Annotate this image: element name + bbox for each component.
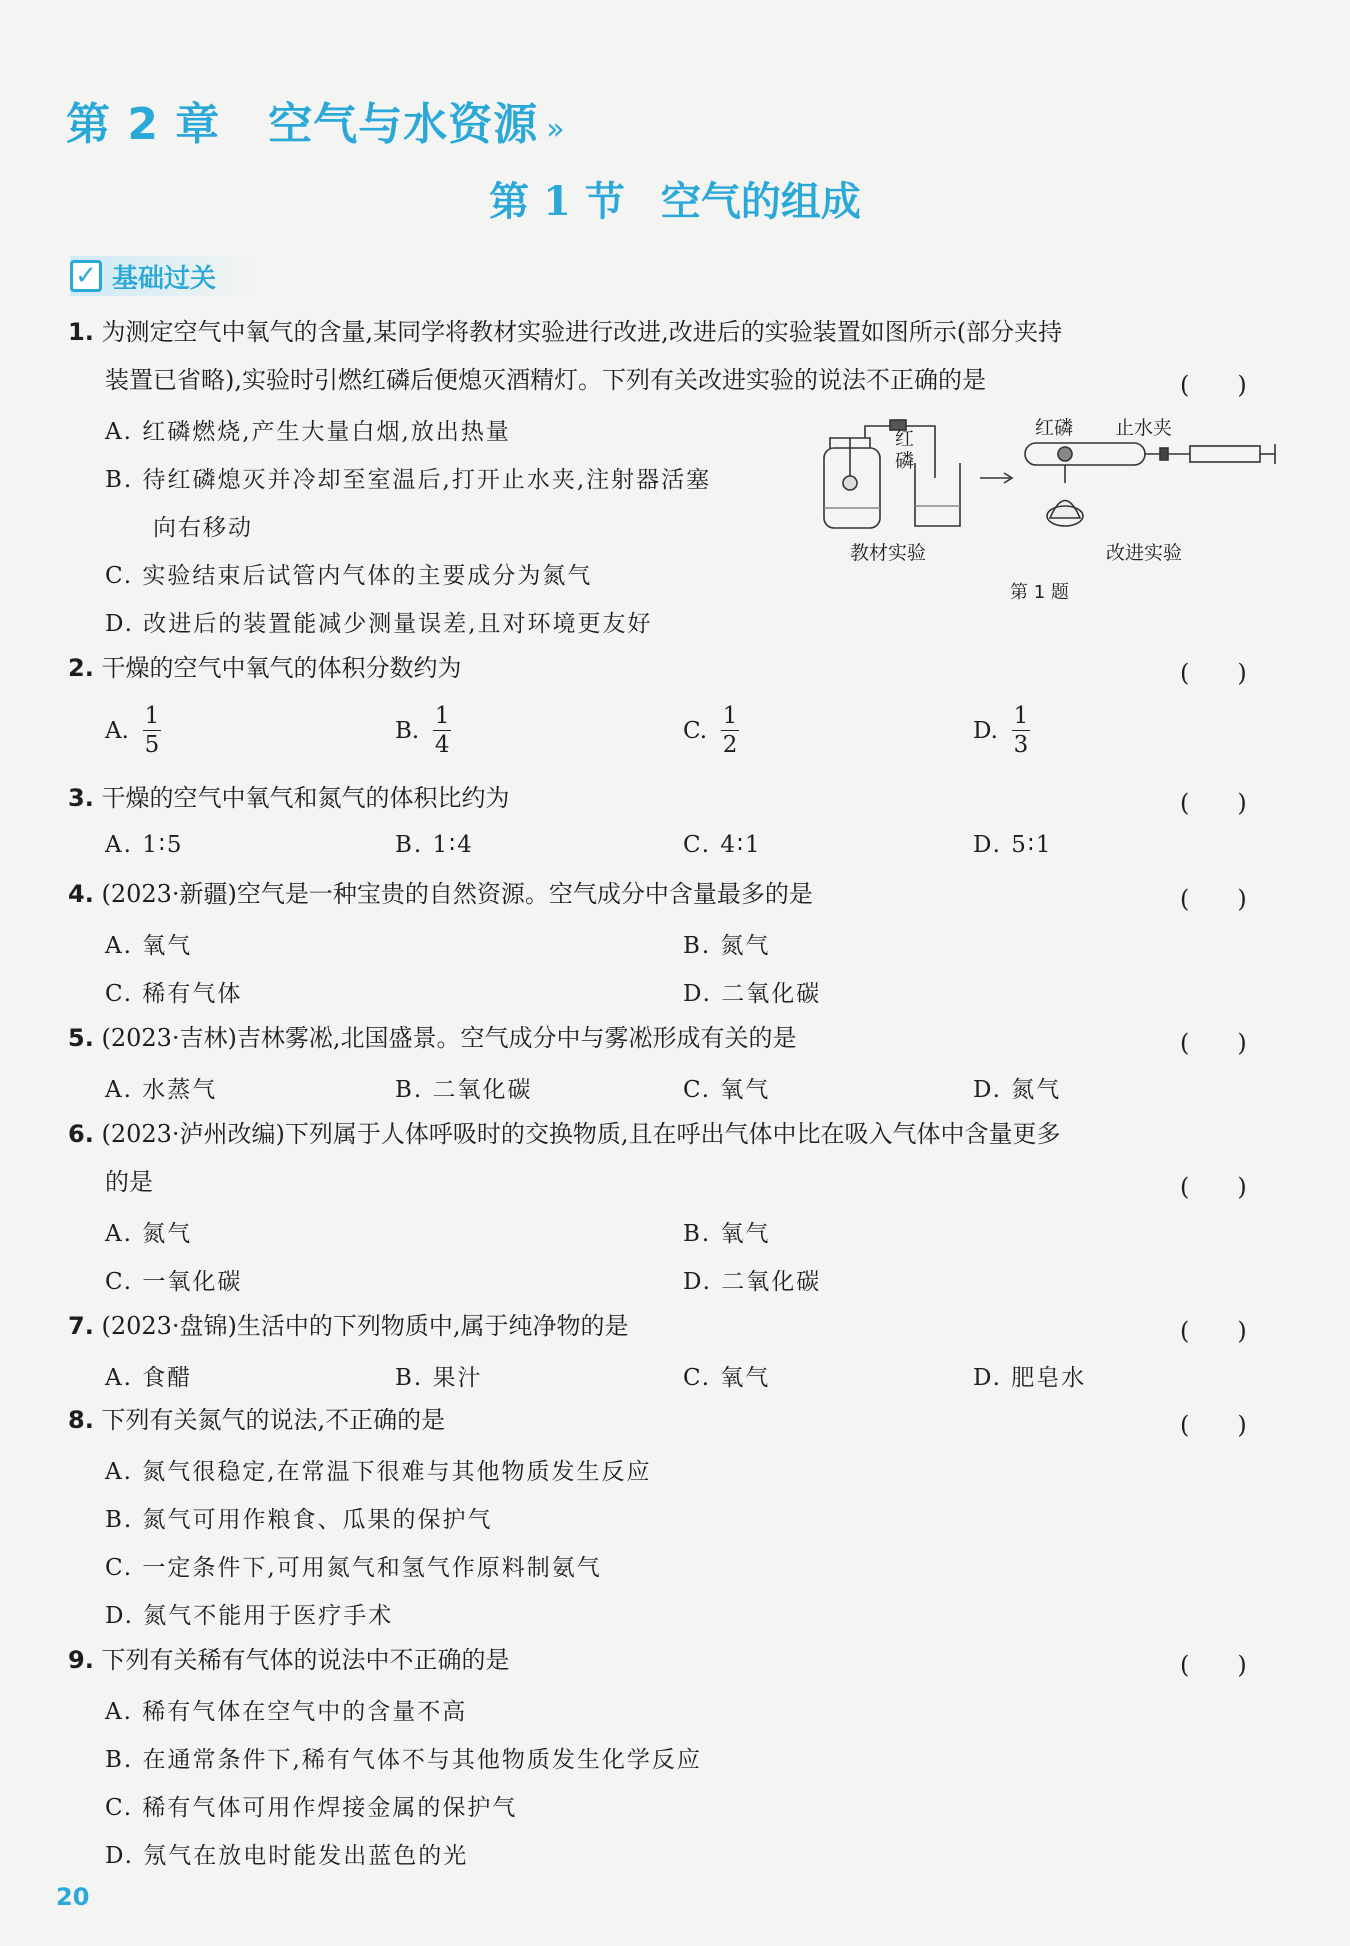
option-a: A. 水蒸气 bbox=[105, 1077, 218, 1103]
option-a: A. 食醋 bbox=[105, 1365, 193, 1391]
option-c: C. 稀有气体 bbox=[105, 981, 243, 1007]
section-heading bbox=[0, 170, 1350, 227]
option-b: B. 氮气可用作粮食、瓜果的保护气 bbox=[105, 1507, 493, 1533]
option-c: C. 氧气 bbox=[683, 1365, 771, 1391]
question-4: 4. (2023·新疆)空气是一种宝贵的自然资源。空气成分中含量最多的是 bbox=[68, 880, 813, 908]
question-1-line-1 bbox=[68, 317, 1062, 347]
option-d: D. 氖气在放电时能发出蓝色的光 bbox=[105, 1843, 469, 1869]
question-number: 1. bbox=[68, 318, 94, 346]
answer-bracket: ( ) bbox=[1180, 659, 1247, 687]
option-b: B. 二氧化碳 bbox=[395, 1077, 533, 1103]
question-1-line-2: 装置已省略),实验时引燃红磷后便熄灭酒精灯。下列有关改进实验的说法不正确的是 bbox=[105, 366, 986, 394]
option-b: B. 氧气 bbox=[683, 1221, 771, 1247]
question-7: 7. (2023·盘锦)生活中的下列物质中,属于纯净物的是 bbox=[68, 1312, 629, 1340]
answer-bracket: ( ) bbox=[1180, 1651, 1247, 1679]
option-c: C. 稀有气体可用作焊接金属的保护气 bbox=[105, 1795, 518, 1821]
chapter-heading bbox=[66, 88, 566, 152]
figure-caption: 第 1 题 bbox=[1010, 582, 1069, 603]
section-title: 空气的组成 bbox=[660, 178, 861, 225]
question-9: 9. 下列有关稀有气体的说法中不正确的是 bbox=[68, 1646, 510, 1674]
page-number: 20 bbox=[56, 1883, 90, 1911]
option-c: C. 4∶1 bbox=[683, 832, 762, 858]
option-c: C. 实验结束后试管内气体的主要成分为氮气 bbox=[105, 563, 593, 589]
basics-tag-label: 基础过关 bbox=[112, 263, 217, 294]
option-a: A. 1∶5 bbox=[105, 832, 184, 858]
question-text: 为测定空气中氧气的含量,某同学将教材实验进行改进,改进后的实验装置如图所示(部分夹持 bbox=[101, 318, 1063, 346]
chapter-title: 空气与水资源 bbox=[268, 99, 539, 150]
option-d: D. 肥皂水 bbox=[973, 1365, 1087, 1391]
red-phosphorus-top-label: 红磷 bbox=[1035, 417, 1074, 439]
option-b: B. 待红磷熄灭并冷却至室温后,打开止水夹,注射器活塞 bbox=[105, 467, 712, 493]
answer-bracket: ( ) bbox=[1180, 371, 1247, 399]
option-d: D. 二氧化碳 bbox=[683, 981, 822, 1007]
option-b: B. 氮气 bbox=[683, 933, 771, 959]
answer-bracket: ( ) bbox=[1180, 1029, 1247, 1057]
option-b: B. 1 4 bbox=[395, 703, 450, 758]
option-b-cont: 向右移动 bbox=[153, 515, 253, 541]
option-d: D. 氮气不能用于医疗手术 bbox=[105, 1603, 394, 1629]
textbook-experiment-label: 教材实验 bbox=[850, 542, 927, 564]
option-a: A. 1 5 bbox=[105, 703, 160, 758]
basics-tag bbox=[70, 256, 260, 296]
option-d: D. 1 3 bbox=[973, 703, 1029, 758]
option-c: C. 一氧化碳 bbox=[105, 1269, 243, 1295]
option-d: D. 5∶1 bbox=[973, 832, 1053, 858]
answer-bracket: ( ) bbox=[1180, 1173, 1247, 1201]
chapter-number: 第 2 章 bbox=[66, 99, 221, 150]
answer-bracket: ( ) bbox=[1180, 1317, 1247, 1345]
checkbox-icon: ✓ bbox=[70, 260, 102, 292]
option-d: D. 改进后的装置能减少测量误差,且对环境更友好 bbox=[105, 611, 653, 637]
option-d: D. 二氧化碳 bbox=[683, 1269, 822, 1295]
section-number: 第 1 节 bbox=[489, 178, 625, 225]
option-a: A. 红磷燃烧,产生大量白烟,放出热量 bbox=[105, 419, 511, 445]
red-phosphorus-label: 红 磷 bbox=[895, 428, 915, 472]
question-2: 2. 干燥的空气中氧气的体积分数约为 bbox=[68, 654, 462, 682]
option-c: C. 氧气 bbox=[683, 1077, 771, 1103]
option-d: D. 氮气 bbox=[973, 1077, 1062, 1103]
option-a: A. 氧气 bbox=[105, 933, 193, 959]
option-a: A. 氮气 bbox=[105, 1221, 193, 1247]
question-8: 8. 下列有关氮气的说法,不正确的是 bbox=[68, 1406, 446, 1434]
water-clamp-label: 止水夹 bbox=[1115, 417, 1173, 439]
answer-bracket: ( ) bbox=[1180, 789, 1247, 817]
option-a: A. 稀有气体在空气中的含量不高 bbox=[105, 1699, 468, 1725]
option-a: A. 氮气很稳定,在常温下很难与其他物质发生反应 bbox=[105, 1459, 652, 1485]
option-c: C. 一定条件下,可用氮气和氢气作原料制氨气 bbox=[105, 1555, 602, 1581]
option-b: B. 果汁 bbox=[395, 1365, 483, 1391]
answer-bracket: ( ) bbox=[1180, 885, 1247, 913]
question-5: 5. (2023·吉林)吉林雾凇,北国盛景。空气成分中与雾凇形成有关的是 bbox=[68, 1024, 797, 1052]
option-b: B. 在通常条件下,稀有气体不与其他物质发生化学反应 bbox=[105, 1747, 702, 1773]
answer-bracket: ( ) bbox=[1180, 1411, 1247, 1439]
option-b: B. 1∶4 bbox=[395, 832, 474, 858]
improved-experiment-label: 改进实验 bbox=[1106, 542, 1183, 564]
question-3: 3. 干燥的空气中氧气和氮气的体积比约为 bbox=[68, 784, 510, 812]
question-6-line-2: 的是 bbox=[105, 1168, 153, 1196]
question-6-line-1: 6. (2023·泸州改编)下列属于人体呼吸时的交换物质,且在呼出气体中比在吸入气体中含量更多 bbox=[68, 1120, 1061, 1148]
chevron-right-icon: » bbox=[546, 112, 566, 147]
option-c: C. 1 2 bbox=[683, 703, 738, 758]
experiment-figure bbox=[810, 408, 1280, 612]
